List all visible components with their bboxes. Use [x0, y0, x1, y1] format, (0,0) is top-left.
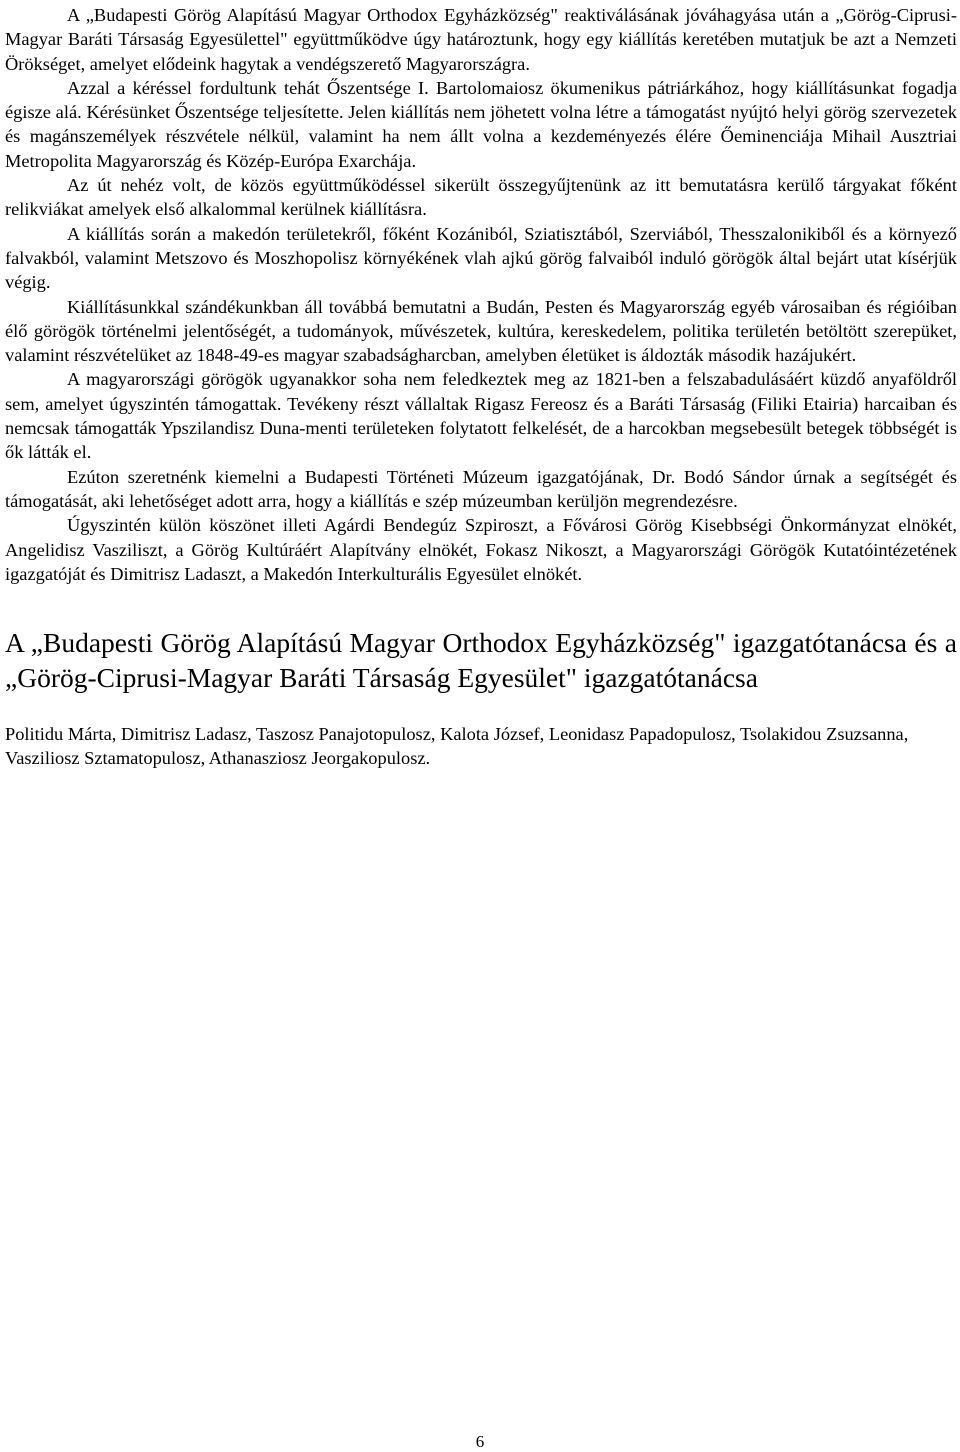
page-number: 6: [475, 1432, 485, 1451]
signatories-list: Politidu Márta, Dimitrisz Ladasz, Taszosz Panajotopulosz, Kalota József, Leonidasz Papadopulosz, Tsolakidou Zsuzsanna, Vasziliosz Sztamatopulosz, Athanasziosz Jeorgakopulosz.: [5, 724, 909, 769]
paragraph-5: Kiállításunkkal szándékunkban áll továbbá bemutatni a Budán, Pesten és Magyarország egyéb városaiban és régióiban élő görögök történelmi jelentőségét, a tudományok, művészetek, kultúra, kereskedelem, politika területén betöltött szerepüket, valamint részvételüket az 1848-49-es magyar szabadságharcban, amelyben életüket is áldozták második hazájukért.: [5, 296, 957, 366]
paragraph-8: Úgyszintén külön köszönet illeti Agárdi Bendegúz Szpiroszt, a Fővárosi Görög Kisebbségi Önkormányzat elnökét, Angelidisz Vasziliszt, a Görög Kultúráért Alapítvány elnökét, Fokasz Nikoszt, a Magyarországi Görögök Kutatóintézetének igazgatóját és Dimitrisz Ladaszt, a Makedón Interkulturális Egyesület elnökét.: [5, 515, 957, 584]
document-page: [5, 0, 957, 771]
paragraph-7: Ezúton szeretnénk kiemelni a Budapesti Történeti Múzeum igazgatójának, Dr. Bodó Sándor úrnak a segítségét és támogatását, aki lehetőséget adott arra, hogy a kiállítás e szép múzeumban kerüljön megrendezésre.: [5, 466, 957, 511]
paragraph-4: A kiállítás során a makedón területekről, főként Kozániból, Sziatisztából, Szerviából, Thesszalonikiből és a környező falvakból, valamint Metszovo és Moszhopolisz környékének vlah ajkú görög falvaiból induló görögök által bejárt utat kísérjük végig.: [5, 223, 957, 293]
paragraph-6: A magyarországi görögök ugyanakkor soha nem feledkeztek meg az 1821-ben a felszabadulásáért küzdő anyaföldről sem, amelyet úgyszintén támogattak. Tevékeny részt vállaltak Rigasz Fereosz és a Baráti Társaság (Filiki Etairia) harcaiban és nemcsak támogatták Ypszilandisz Duna-menti területeken folytatott felkelését, de a harcokban megsebesült betegek többségét is ők látták el.: [5, 369, 957, 463]
signature-heading: A „Budapesti Görög Alapítású Magyar Orthodox Egyházközség" igazgatótanácsa és a „Görög-Ciprusi-Magyar Baráti Társaság Egyesület" igazgatótanácsa: [5, 627, 957, 693]
paragraph-2: Azzal a kéréssel fordultunk tehát Őszentsége I. Bartolomaiosz ökumenikus pátriárkához, hogy kiállításunkat fogadja égisze alá. Kérésünket Őszentsége teljesítette. Jelen kiállítás nem jöhetett volna létre a támogatást nyújtó helyi görög szervezetek és magánszemélyek részvétele nélkül, valamint ha nem állt volna a kezdeményezés élére Őeminenciája Mihail Ausztriai Metropolita Magyarország és Közép-Európa Exarchája.: [5, 77, 957, 171]
paragraph-3: Az út nehéz volt, de közös együttműködéssel sikerült összegyűjtenünk az itt bemutatásra kerülő tárgyakat főként relikviákat amelyek első alkalommal kerülnek kiállításra.: [5, 175, 957, 220]
paragraph-1: A „Budapesti Görög Alapítású Magyar Orthodox Egyházközség" reaktiválásának jóváhagyása után a „Görög-Ciprusi-Magyar Baráti Társaság Egyesülettel" együttműködve úgy határoztunk, hogy egy kiállítás keretében mutatjuk be azt a Nemzeti Örökséget, amelyet elődeink hagytak a vendégszerető Magyarországra.: [5, 5, 957, 74]
